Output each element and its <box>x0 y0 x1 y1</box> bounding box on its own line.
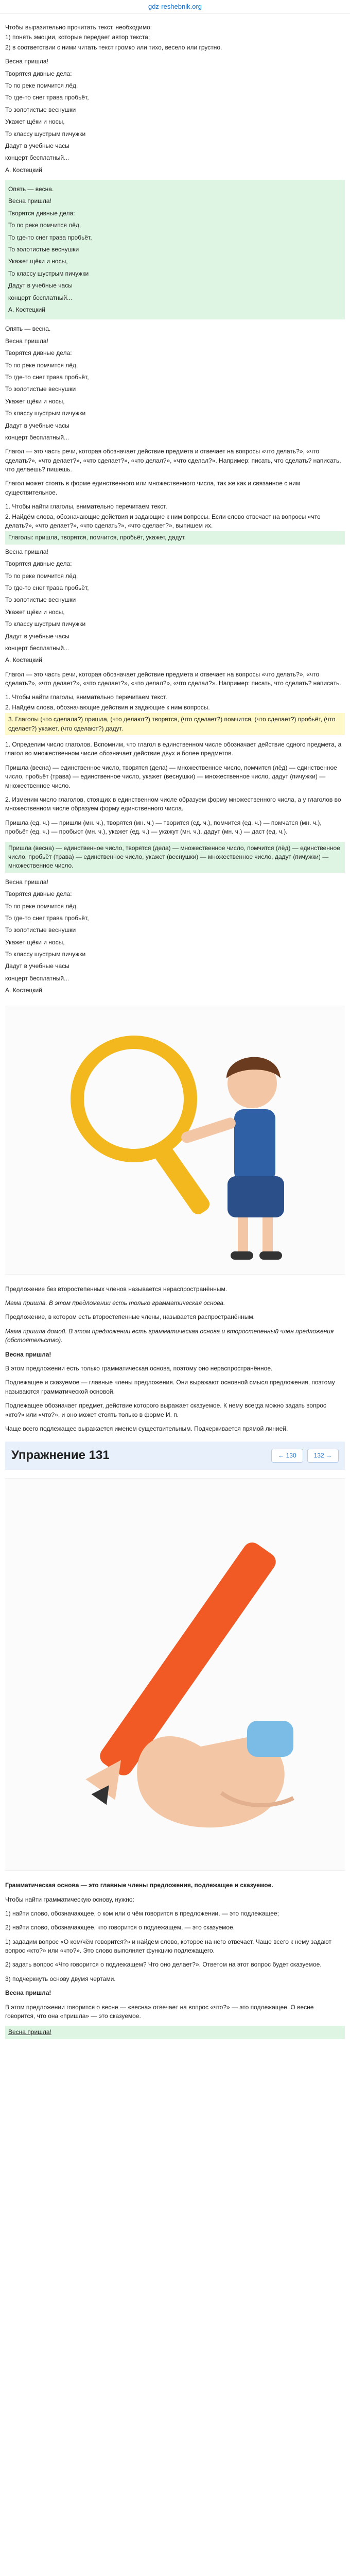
exercise-note: 1) найти слово, обозначающее, о ком или о чём говорится в предложении, — это подлежащее; <box>5 1909 279 1917</box>
found-verbs: Глаголы: пришла, творятся, помчится, пробьёт, укажет, дадут. <box>5 531 345 544</box>
sentence-note: Мама пришла домой. В этом предложении есть грамматическая основа и второстепенный член предложения (обстоятельство). <box>5 1327 334 1344</box>
poem-line: То где-то снег трава пробьёт, <box>5 94 89 101</box>
poem-line: концерт бесплатный... <box>5 154 69 162</box>
exercise-note: 2) задать вопрос «Что говорится о подлежащем? Что оно делает?». Ответом на этот вопрос будет сказуемое. <box>5 1961 322 1969</box>
poem-line: концерт бесплатный... <box>5 644 69 652</box>
poem-line: То золотистые веснушки <box>5 596 76 604</box>
note-3: Глагол — это часть речи, которая обозначает действие предмета и отвечает на вопросы «что делать?», «что сделать?», «что делает?», «что сделает?», «что делал?», «что сделал?». Например: писать, что сделать? написать. <box>5 670 341 687</box>
poem-line: Укажет щёки и носы, <box>5 938 65 946</box>
poem-line: То классу шустрым пичужки <box>5 410 86 417</box>
number-result: Пришла (весна) — единственное число, творятся (дела) — множественное число, помчится (лёд) — единственное число, пробьёт (трава) — единственное число, укажет (веснушки) — множественное число, дадут (пичужки) — множественное число. <box>5 842 345 873</box>
sentence-note: Подлежащее и сказуемое — главные члены предложения. Они выражают основной смысл предложения, поэтому называются грамматической основой. <box>5 1379 335 1395</box>
exercise-note: 1) зададим вопрос «О ком/чём говорится?» и найдем слово, которое на него отвечает. Чаще всего к нему задают вопрос «кто?» или «что?». Это слово выполняет функцию подлежащего. <box>5 1938 331 1955</box>
exercise-title: Упражнение 131 <box>11 1448 110 1463</box>
poem-5 <box>5 878 345 995</box>
final-line: Весна пришла! <box>5 2026 345 2039</box>
poem-line: Творятся дивные дела: <box>5 349 72 357</box>
poem-2 <box>5 180 345 319</box>
site-header <box>0 0 350 14</box>
poem-line: Опять — весна. <box>5 325 51 333</box>
poem-line: Творятся дивные дела: <box>8 209 75 217</box>
sentence-note: Весна пришла! <box>5 1350 51 1358</box>
poem-line: То по реке помчится лёд, <box>5 361 78 369</box>
poem-line: То где-то снег трава пробьёт, <box>8 233 92 241</box>
exercise-note: Грамматическая основа — это главные члены предложения, подлежащее и сказуемое. <box>5 1882 273 1889</box>
poem-line: То классу шустрым пичужки <box>5 620 86 628</box>
hand-pencil-illustration-icon <box>5 1479 345 1870</box>
poem-line: То классу шустрым пичужки <box>5 130 86 138</box>
note-2: Глагол может стоять в форме единственного или множественного числа, так же как и связанное с ним существительное. <box>5 480 301 496</box>
next-exercise-button[interactable]: 132 → <box>307 1449 339 1463</box>
poem-author: А. Костецкий <box>5 166 42 174</box>
poem-line: Весна пришла! <box>5 878 48 886</box>
poem-line: Укажет щёки и носы, <box>5 608 65 616</box>
poem-line: То золотистые веснушки <box>5 926 76 934</box>
poem-line: То золотистые веснушки <box>5 106 76 113</box>
poem-line: Весна пришла! <box>8 197 51 205</box>
poem-line: Укажет щёки и носы, <box>5 397 65 405</box>
poem-line: Творятся дивные дела: <box>5 70 72 77</box>
note-1: Глагол — это часть речи, которая обозначает действие предмета и отвечает на вопросы «что делать?», «что сделать?», «что делает?», «что сделает?», «что делал?», «что сделал?». Например: писать, что сделать? написать, что делаешь? пишешь. <box>5 448 341 473</box>
task-3: 1. Чтобы найти глаголы, внимательно перечитаем текст. <box>5 693 167 701</box>
poem-line: Дадут в учебные часы <box>5 962 69 970</box>
poem-line: То где-то снег трава пробьёт, <box>5 914 89 922</box>
main-content <box>0 14 350 2065</box>
poem-line: Весна пришла! <box>5 548 48 555</box>
poem-line: Дадут в учебные часы <box>8 282 73 290</box>
poem-line: То по реке помчится лёд, <box>8 222 81 229</box>
poem-4 <box>5 548 345 665</box>
poem-line: концерт бесплатный... <box>5 974 69 982</box>
poem-line: концерт бесплатный... <box>5 433 69 441</box>
intro-line: Чтобы выразительно прочитать текст, необходимо: <box>5 24 152 31</box>
number-list: Пришла (весна) — единственное число, творятся (дела) — множественное число, помчится (лёд) — единственное число, пробьёт (трава) — единственное число, укажет (веснушки) — множественное число, дадут (пичужки) — множественное число. <box>5 764 337 789</box>
poem-line: То где-то снег трава пробьёт, <box>5 584 89 591</box>
task-2: 2. Найдём слова, обозначающие действия и задающие к ним вопросы. Если слово отвечает на вопросы «что делать?», «что делает?», «что сделать?», «что сделает?», выпишем их. <box>5 513 321 530</box>
poem-line: То классу шустрым пичужки <box>8 269 89 277</box>
poem-line: Дадут в учебные часы <box>5 632 69 640</box>
girl-magnifier-illustration-icon <box>5 1006 345 1274</box>
prev-exercise-button[interactable]: ← 130 <box>271 1449 303 1463</box>
sentence-note: Чаще всего подлежащее выражается именем существительным. Подчеркивается прямой линией. <box>5 1425 288 1432</box>
poem-line: То классу шустрым пичужки <box>5 951 86 958</box>
poem-line: Опять — весна. <box>8 185 54 193</box>
poem-author: А. Костецкий <box>5 656 42 664</box>
exercise-note: Чтобы найти грамматическую основу, нужно: <box>5 1895 134 1903</box>
poem-line: концерт бесплатный... <box>8 294 73 301</box>
sentence-note: Предложение без второстепенных членов называется нераспространённым. <box>5 1285 227 1293</box>
poem-line: Укажет щёки и носы, <box>5 118 65 126</box>
intro <box>5 23 345 52</box>
exercise-note: Весна пришла! <box>5 1989 51 1997</box>
task-4: 2. Найдём слова, обозначающие действия и задающие к ним вопросы. <box>5 703 210 711</box>
poem-line: То по реке помчится лёд, <box>5 81 78 89</box>
poem-line: То золотистые веснушки <box>8 246 79 253</box>
sentence-note: Подлежащее обозначает предмет, действие которого выражает сказуемое. К нему всегда можно задать вопрос «кто?» или «что?», и оно может стоять только в форме И. п. <box>5 1402 326 1418</box>
poem-line: Весна пришла! <box>5 58 48 65</box>
poem-line: Творятся дивные дела: <box>5 890 72 898</box>
poem-line: Весна пришла! <box>5 337 48 345</box>
poem-line: Дадут в учебные часы <box>5 142 69 149</box>
poem-line: Дадут в учебные часы <box>5 421 69 429</box>
number-rule-2: 2. Изменим число глаголов, стоящих в единственном числе образуем форму множественного числа, а у глаголов во множественном числе образуем форму единственного числа. <box>5 796 341 812</box>
sentence-note: Мама пришла. В этом предложении есть только грамматическая основа. <box>5 1299 225 1307</box>
exercise-pager <box>271 1449 339 1463</box>
number-change: Пришла (ед. ч.) — пришли (мн. ч.), творятся (мн. ч.) — творится (ед. ч.), помчится (ед. ч.) — помчатся (мн. ч.), пробьёт (ед. ч.) — пробьют (мн. ч.), укажет (ед. ч.) — укажут (мн. ч.), дадут (мн. ч.) — даст (ед. ч.). <box>5 819 322 836</box>
poem-line: То золотистые веснушки <box>5 385 76 393</box>
task-1: 1. Чтобы найти глаголы, внимательно перечитаем текст. <box>5 503 167 511</box>
task-5: 3. Глаголы (что сделала?) пришла, (что делают?) творятся, (что сделает?) помчится, (что сделает?) пробьёт, (что сделает?) укажет, (что сделают?) дадут. <box>5 713 345 735</box>
exercise-note: 2) найти слово, обозначающее, что говорится о подлежащем, — это сказуемое. <box>5 1924 235 1931</box>
poem-line: Творятся дивные дела: <box>5 560 72 568</box>
illustration-hand-pencil <box>5 1478 345 1871</box>
poem-line: То по реке помчится лёд, <box>5 572 78 580</box>
poem-line: То где-то снег трава пробьёт, <box>5 373 89 381</box>
exercise-note: В этом предложении говорится о весне — «весна» отвечает на вопрос «что?» — это подлежащее. О весне говорится, что она «пришла» — это сказуемое. <box>5 2003 314 2020</box>
exercise-note: 3) подчеркнуть основу двумя чертами. <box>5 1975 116 1982</box>
illustration-girl-magnifier <box>5 1006 345 1275</box>
number-rule: 1. Определим число глаголов. Вспомним, что глагол в единственном числе обозначает действие одного предмета, а глагол во множественном числе обозначает действие двух и более предметов. <box>5 741 342 757</box>
poem-1 <box>5 57 345 175</box>
intro-line: 2) в соответствии с ними читать текст громко или тихо, весело или грустно. <box>5 43 222 51</box>
sentence-note: Предложение, в котором есть второстепенные члены, называется распространённым. <box>5 1313 255 1321</box>
poem-line: Укажет щёки и носы, <box>8 258 68 265</box>
sentence-note: В этом предложении есть только грамматическая основа, поэтому оно нераспространённое. <box>5 1364 273 1372</box>
poem-author: А. Костецкий <box>8 306 45 313</box>
poem-3 <box>5 325 345 442</box>
site-name[interactable]: gdz-reshebnik.org <box>148 2 202 10</box>
poem-author: А. Костецкий <box>5 987 42 994</box>
exercise-header <box>5 1442 345 1470</box>
poem-line: То по реке помчится лёд, <box>5 902 78 910</box>
intro-line: 1) понять эмоции, которые передает автор текста; <box>5 33 150 41</box>
